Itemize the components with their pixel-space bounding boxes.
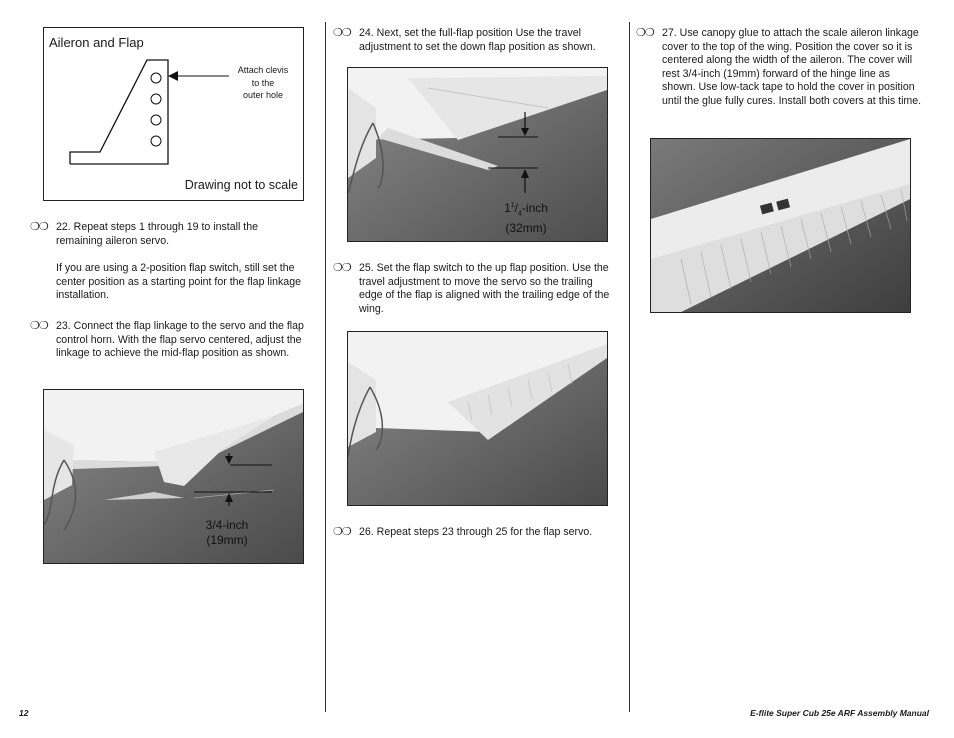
- diagram-title: Aileron and Flap: [49, 35, 144, 50]
- caption-num: 1: [510, 202, 515, 209]
- photo-up-flap-image: [348, 332, 607, 505]
- mid-flap-caption: [194, 518, 260, 548]
- full-flap-measure-arrows: [348, 68, 607, 241]
- caption-unit: -inch: [521, 201, 548, 215]
- callout-line-1: Attach clevis: [237, 65, 289, 75]
- step-25-text: 25. Set the flap switch to the up flap position. Use the travel adjustment to move the servo so the trailing edge of the flap is aligned with the trailing edge of the wing.: [359, 262, 610, 315]
- full-flap-caption: [490, 198, 562, 236]
- column-divider-right: [629, 22, 630, 712]
- caption-slash: /: [514, 201, 518, 215]
- callout-line-2: to the: [251, 77, 275, 88]
- caption-mm: (19mm): [206, 533, 248, 547]
- horn-hole-2: [151, 94, 161, 104]
- horn-hole-inner: [151, 136, 161, 146]
- step-26-checkboxes[interactable]: ❍❍: [333, 526, 351, 538]
- photo-mid-flap: [43, 389, 304, 564]
- aileron-flap-diagram: [43, 27, 304, 201]
- step-22-checkboxes[interactable]: ❍❍: [30, 221, 48, 233]
- control-horn-drawing: [44, 28, 303, 200]
- column-divider-left: [325, 22, 326, 712]
- caption-mm: (32mm): [505, 221, 547, 236]
- step-26-text: 26. Repeat steps 23 through 25 for the flap servo.: [359, 526, 593, 538]
- caption-inch: 3/4-inch: [205, 518, 249, 532]
- step-27-text: 27. Use canopy glue to attach the scale aileron linkage cover to the top of the wing. Position the cover so it is centered along the width of the aileron. The cover will rest 3/4-inch (19mm) forward of the hinge line as shown. Use low-tack tape to hold the cover in position until the glue fully cures. Install both covers at this time.: [662, 27, 922, 107]
- diagram-note: Drawing not to scale: [184, 178, 298, 192]
- step-23-text: 23. Connect the flap linkage to the servo and the flap control horn. With the flap servo centered, adjust the linkage to achieve the mid-flap position as shown.: [56, 320, 304, 360]
- horn-hole-outer: [151, 73, 161, 83]
- caption-whole: 1: [504, 201, 511, 215]
- callout-arrowhead: [168, 71, 178, 81]
- photo-linkage-cover: [650, 138, 911, 313]
- photo-up-flap: [347, 331, 608, 506]
- page-number: 12: [19, 708, 29, 718]
- step-25-checkboxes[interactable]: ❍❍: [333, 262, 351, 274]
- photo-linkage-cover-image: [651, 139, 910, 312]
- step-24-checkboxes[interactable]: ❍❍: [333, 27, 351, 39]
- callout-text: [227, 64, 299, 102]
- callout-line-3: outer hole: [242, 90, 284, 100]
- step-24-text: 24. Next, set the full-flap position Use the travel adjustment to set the down flap position as shown.: [359, 27, 596, 53]
- measure-arrows: [44, 390, 303, 563]
- horn-hole-3: [151, 115, 161, 125]
- caption-fraction: [490, 198, 562, 221]
- step-27-checkboxes[interactable]: ❍❍: [636, 27, 654, 39]
- step-23-checkboxes[interactable]: ❍❍: [30, 320, 48, 332]
- photo-full-flap: [347, 67, 608, 242]
- manual-title: E-flite Super Cub 25e ARF Assembly Manual: [750, 708, 929, 718]
- caption-den: 4: [518, 210, 522, 218]
- step-22-text: 22. Repeat steps 1 through 19 to install the remaining aileron servo.: [56, 221, 259, 247]
- flap-switch-note: If you are using a 2-position flap switch, still set the center position as a starting point for the flap linkage installation.: [56, 262, 301, 302]
